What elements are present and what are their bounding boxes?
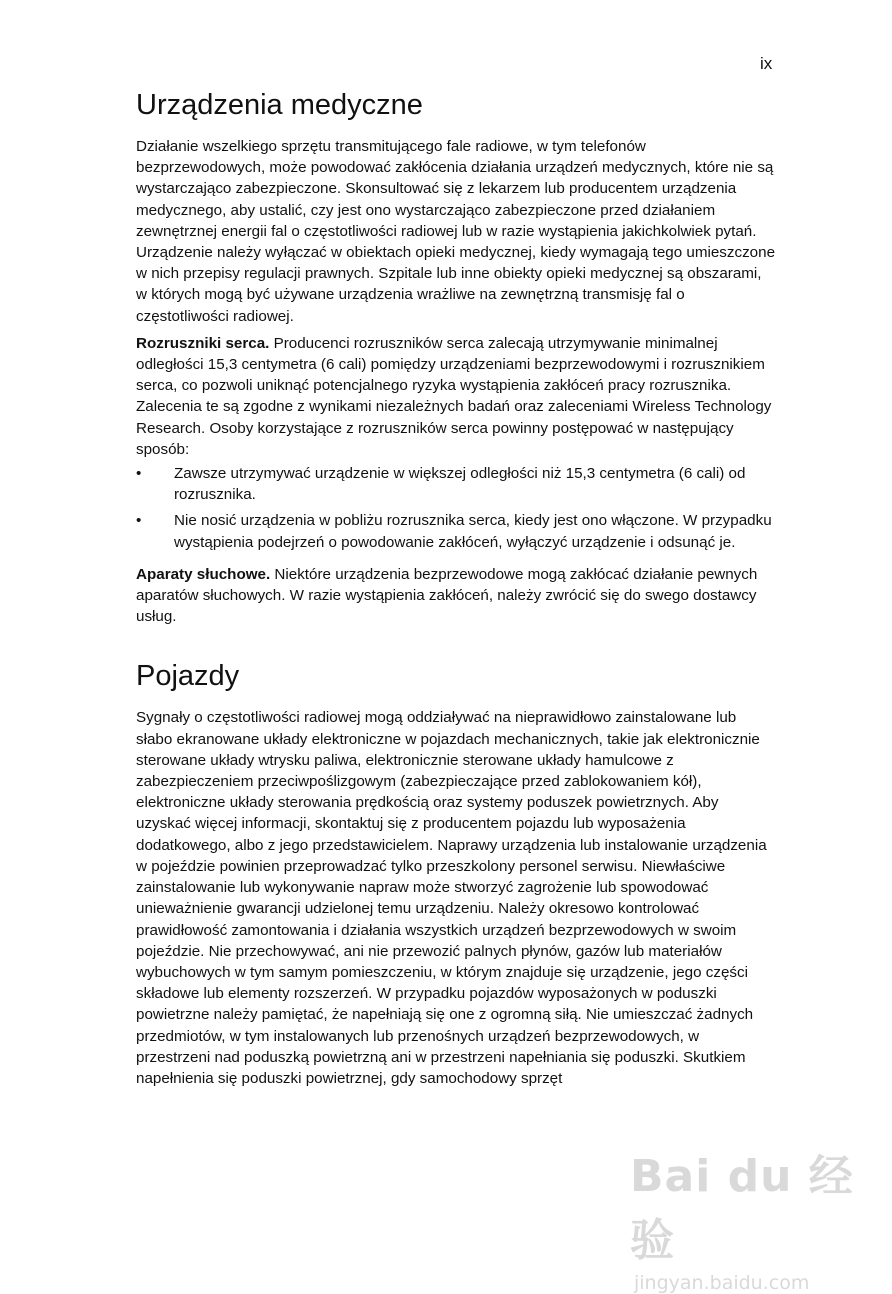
list-item (136, 510, 776, 552)
vehicles-paragraph: Sygnały o częstotliwości radiowej mogą oddziaływać na nieprawidłowo zainstalowane lub słabo ekranowane układy elektroniczne w pojazdach mechanicznych, takie jak elektronicznie sterowane układy wtrysku paliwa, elektronicznie sterowane układy hamulcowe z zabezpieczeniem przeciwpoślizgowym (zabezpieczające przed zablokowaniem kół), elektroniczne układy sterowania prędkością oraz systemy poduszek powietrznych. Aby uzyskać więcej informacji, skontaktuj się z producentem pojazdu lub wyposażenia dodatkowego, albo z jego przedstawicielem. Naprawy urządzenia lub instalowanie urządzenia w pojeździe powinien przeprowadzać tylko przeszkolony personel serwisu. Niewłaściwe zainstalowanie lub wykonywanie napraw może stworzyć zagrożenie lub spowodować unieważnienie gwarancji udzielonej temu urządzeniu. Należy okresowo kontrolować prawidłowość zamontowania i działania wszystkich urządzeń bezprzewodowych w swoim pojeździe. Nie przechowywać, ani nie przewozić palnych płynów, gazów lub materiałów wybuchowych w tym samym pomieszczeniu, w którym znajduje się urządzenie, jego części składowe lub elementy rozszerzeń. W przypadku pojazdów wyposażonych w poduszki powietrzne należy pamiętać, że napełniają się one z ogromną siłą. Nie umieszczać żadnych przedmiotów, w tym instalowanych lub przenośnych urządzeń bezprzewodowych, w przestrzeni nad poduszką powietrzną ani w przestrzeni napełniania się poduszki. Skutkiem napełnienia się poduszki powietrznej, gdy samochodowy sprzęt (136, 709, 767, 1087)
baidu-watermark (630, 1140, 880, 1294)
watermark-url: jingyan.baidu.com (634, 1272, 810, 1294)
hearing-aids-text: Niektóre urządzenia bezprzewodowe mogą zakłócać działanie pewnych aparatów słuchowych. W razie wystąpienia zakłóceń, należy zwrócić się do swego dostawcy usług. (136, 565, 758, 626)
pacemakers-text: Producenci rozruszników serca zalecają utrzymywanie minimalnej odległości 15,3 centymetra (6 cali) pomiędzy urządzeniami bezprzewodowymi i rozrusznikiem serca, co pozwoli uniknąć potencjalnego ryzyka wystąpienia zakłóceń pracy rozrusznika. Zalecenia te są zgodne z wynikami niezależnych badań oraz zaleceniami Wireless Technology Research. Osoby korzystające z rozruszników serca powinny postępować w następujący sposób: (136, 334, 772, 458)
pacemakers-label: Rozruszniki serca. (136, 334, 270, 352)
list-item (136, 463, 776, 505)
page-number: ix (760, 54, 773, 73)
list-item-text: Nie nosić urządzenia w pobliżu rozrusznika serca, kiedy jest ono włączone. W przypadku wystąpienia podejrzeń o powodowanie zakłóceń, wyłączyć urządzenie i odsunąć je. (174, 512, 772, 551)
section-title-vehicles: Pojazdy (136, 660, 240, 693)
hearing-aids-label: Aparaty słuchowe. (136, 565, 271, 583)
medical-devices-intro: Działanie wszelkiego sprzętu transmitującego fale radiowe, w tym telefonów bezprzewodowych, może powodować zakłócenia działania urządzeń medycznych, które nie są wystarczająco zabezpieczone. Skonsultować się z lekarzem lub producentem urządzenia medycznego, aby ustalić, czy jest ono wystarczająco zabezpieczone przed działaniem zewnętrznej energii fal o częstotliwości radiowej lub w razie wystąpienia jakichkolwiek pytań. Urządzenie należy wyłączać w obiektach opieki medycznej, kiedy wymagają tego umieszczone w nich przepisy regulacji prawnych. Szpitale lub inne obiekty opieki medycznej są obszarami, w których mogą być używane urządzenia wrażliwe na zewnętrzną transmisję fal o częstotliwości radiowej. (136, 138, 776, 325)
watermark-logo: Bai du 经验 (630, 1151, 854, 1266)
bullet-icon: • (136, 465, 142, 483)
pacemaker-guidelines-list (136, 463, 776, 553)
hearing-aids-paragraph (136, 564, 776, 628)
bullet-icon: • (136, 512, 142, 530)
pacemakers-paragraph (136, 333, 776, 460)
section-title-medical-devices: Urządzenia medyczne (136, 89, 423, 121)
document-body (136, 86, 776, 1089)
list-item-text: Zawsze utrzymywać urządzenie w większej odległości niż 15,3 centymetra (6 cali) od rozrusznika. (174, 465, 746, 504)
